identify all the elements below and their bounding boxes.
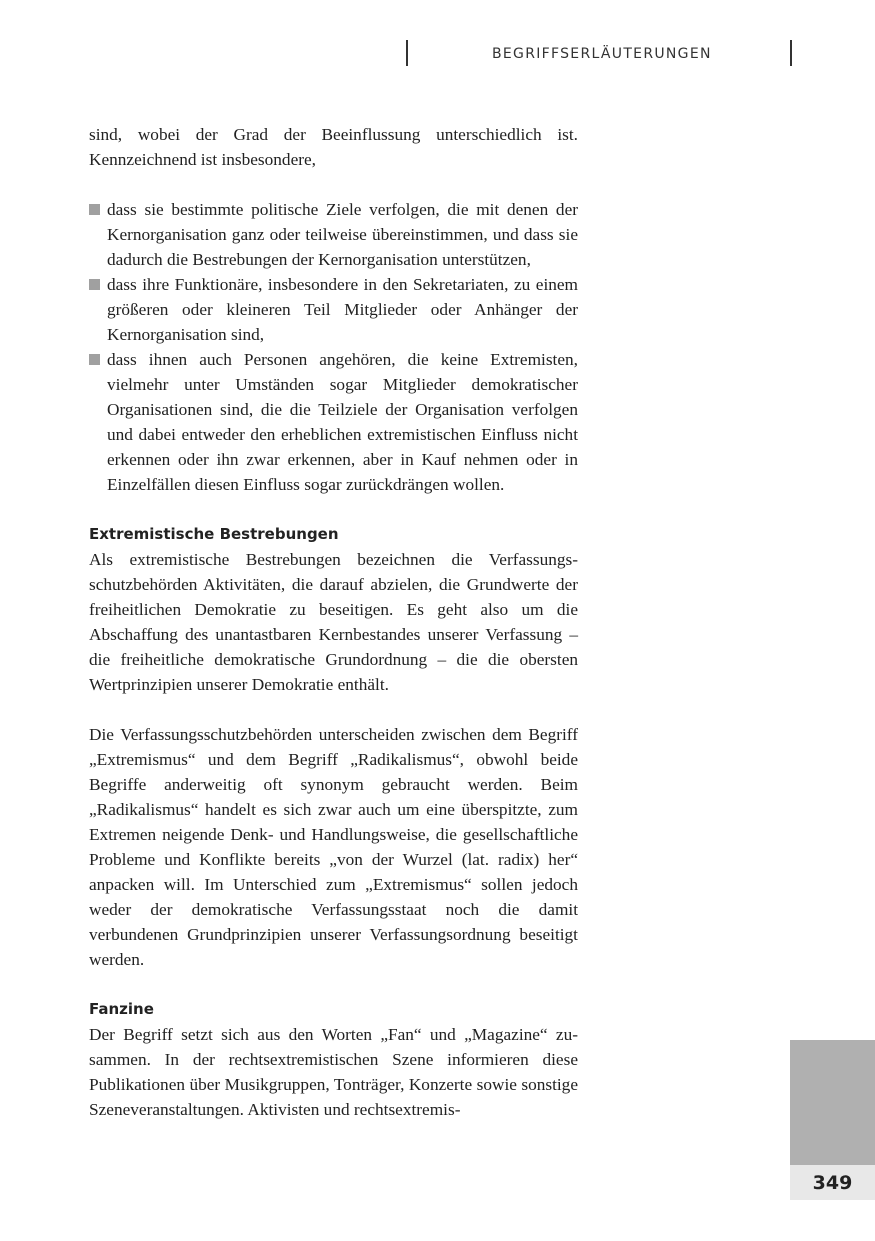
header-rule-right xyxy=(790,40,792,66)
list-item-text: dass sie bestimmte politische Ziele verfolgen, die mit denen der Kernorganisation ganz oder teilweise übereinstimmen, und dass sie dadurch die Bestrebungen der Kernorganisation unterstützen, xyxy=(107,200,578,269)
list-item-text: dass ihnen auch Personen angehören, die keine Extremisten, vielmehr unter Umständen sogar Mitglieder demokratischer Organisationen sind, die die Teilziele der Organisation verfolgen und dabei entweder den erheblichen extremistischen Einfluss nicht erkennen oder ihn zwar erkennen, aber in Kauf nehmen oder in Einzelfällen diesen Einfluss sogar zurückdrängen wollen. xyxy=(107,350,578,494)
square-bullet-icon xyxy=(89,279,100,290)
body-paragraph: Als extremistische Bestrebungen bezeichnen die Verfassungsschutzbehörden Aktivitäten, die darauf abzielen, die Grundwerte der freiheitlichen Demokratie zu beseitigen. Es geht also um die Abschaffung des unantastbaren Kernbestandes unserer Verfassung – die freiheitliche demokratische Grundordnung – die die obersten Wertprinzipien unserer Demokratie enthält. xyxy=(89,550,578,694)
list-item-text: dass ihre Funktionäre, insbesondere in den Sekretariaten, zu einem größeren oder kleineren Teil Mitglieder oder Anhänger der Kernorganisation sind, xyxy=(107,275,578,344)
running-title: BEGRIFFSERLÄUTERUNGEN xyxy=(492,46,712,62)
page-number: 349 xyxy=(812,1172,853,1194)
square-bullet-icon xyxy=(89,204,100,215)
list-item xyxy=(89,197,578,272)
main-text xyxy=(89,122,578,1122)
square-bullet-icon xyxy=(89,354,100,365)
list-item xyxy=(89,347,578,497)
intro-paragraph: sind, wobei der Grad der Beeinflussung unterschiedlich ist. Kennzeichnend ist insbesondere, xyxy=(89,125,578,169)
thumb-index-tab xyxy=(790,1040,875,1165)
section-heading-extremistische-bestrebungen: Extremistische Bestrebungen xyxy=(89,525,339,543)
body-paragraph: Die Verfassungsschutzbehörden unterscheiden zwischen dem Begriff „Extremismus“ und dem Begriff „Radikalismus“, obwohl beide Begriffe anderweitig oft synonym gebraucht werden. Beim „Radikalismus“ handelt es sich zwar auch um eine überspitzte, zum Extremen neigende Denk- und Handlungsweise, die gesellschaftliche Probleme und Konflikte bereits „von der Wurzel (lat. radix) her“ anpacken will. Im Unterschied zum „Extremismus“ sollen jedoch weder der demokratische Verfassungsstaat noch die damit verbundenen Grundprinzipien unserer Verfassungsordnung beseitigt werden. xyxy=(89,725,578,969)
body-paragraph: Der Begriff setzt sich aus den Worten „Fan“ und „Magazine“ zusammen. In der rechtsextremistischen Szene informieren diese Publikationen über Musikgruppen, Tonträger, Konzerte sowie sonstige Szeneveranstaltungen. Aktivisten und rechtsextremis- xyxy=(89,1025,578,1119)
header-rule-left xyxy=(406,40,408,66)
section-heading-fanzine: Fanzine xyxy=(89,1000,154,1018)
list-item xyxy=(89,272,578,347)
bullet-list xyxy=(89,197,578,497)
